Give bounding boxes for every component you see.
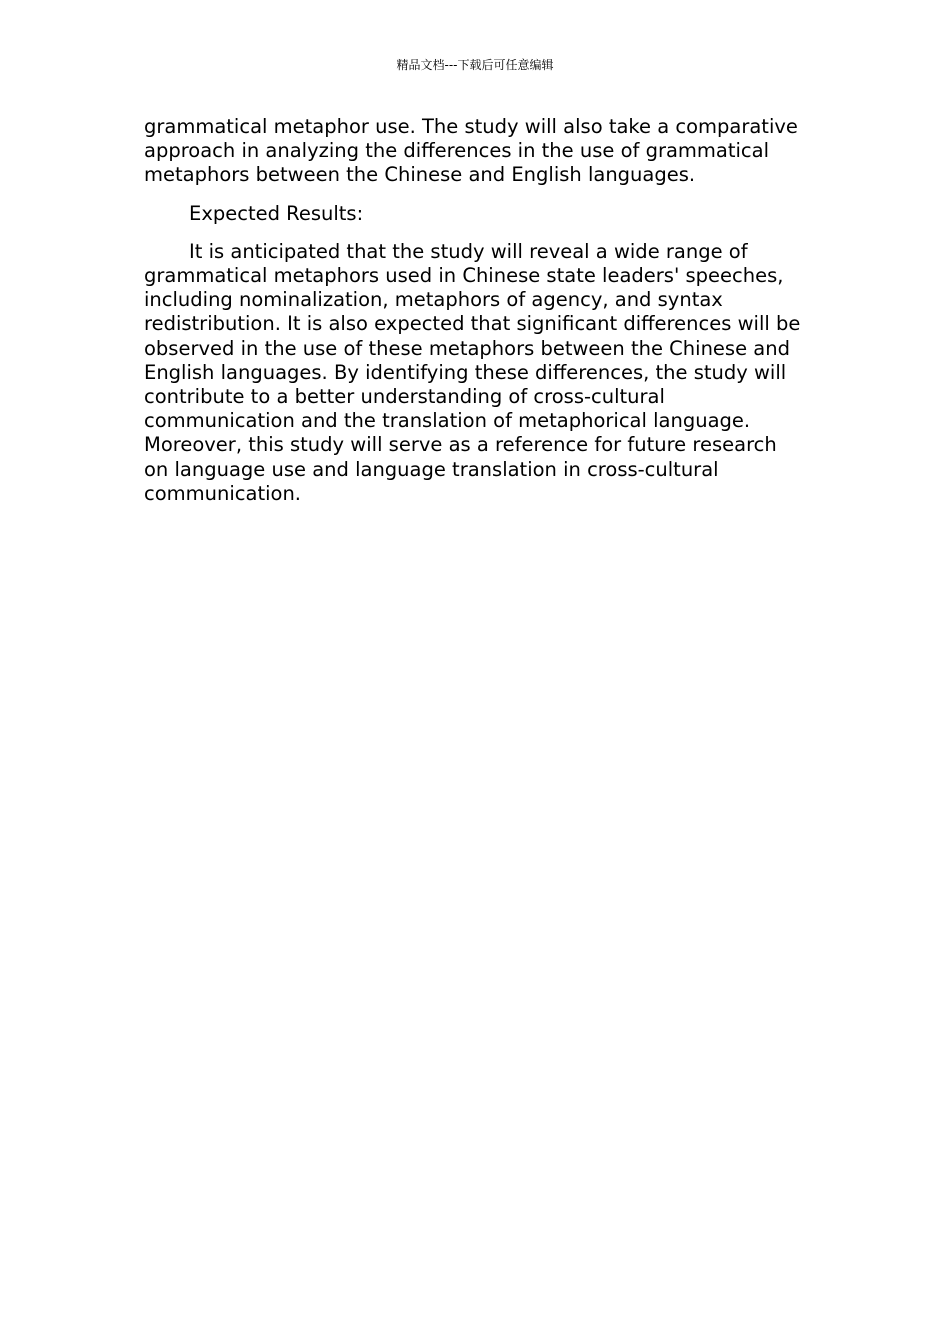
- page-header: 精品文档---下载后可任意编辑: [396, 58, 554, 72]
- body-paragraph-continuation: grammatical metaphor use. The study will also take a comparative approach in analyzing the differences in the use of grammatical metaphors between the Chinese and English languages.: [144, 115, 798, 187]
- document-body: [144, 115, 806, 520]
- section-heading-expected-results: Expected Results:: [189, 201, 364, 225]
- body-paragraph-expected-results: It is anticipated that the study will reveal a wide range of grammatical metaphors used in Chinese state leaders' speeches, including nominalization, metaphors of agency, and syntax redistribution. It is also expected that significant differences will be observed in the use of these metaphors between the Chinese and English languages. By identifying these differences, the study will contribute to a better understanding of cross-cultural communication and the translation of metaphorical language. Moreover, this study will serve as a reference for future research on language use and language translation in cross-cultural communication.: [144, 239, 801, 505]
